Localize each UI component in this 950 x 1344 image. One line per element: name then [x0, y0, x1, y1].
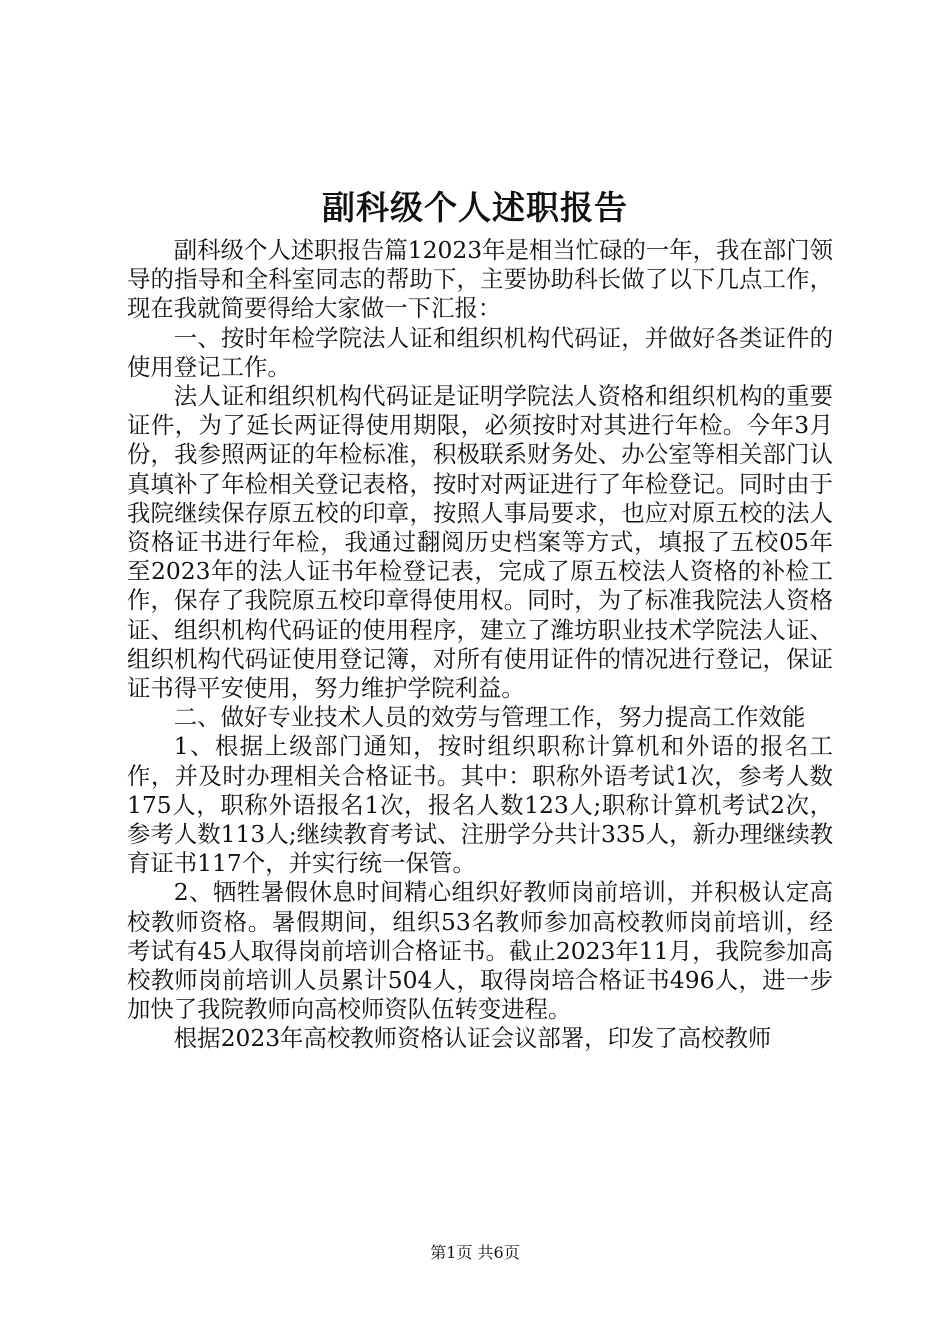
page-number-footer: 第1页 共6页 [430, 1243, 520, 1262]
document-title: 副科级个人述职报告 [322, 188, 628, 227]
paragraph-section-2-heading: 二、做好专业技术人员的效劳与管理工作，努力提高工作效能 [173, 703, 806, 732]
paragraph-item-2: 2、牺牲暑假休息时间精心组织好教师岗前培训，并积极认定高校教师资格。暑假期间，组织53名教师参加高校教师岗前培训，经考试有45人取得岗前培训合格证书。截止2023年11月，我院参加高校教师岗前培训人员累计504人，取得岗培合格证书496人，进一步加快了我院教师向高校师资队伍转变进程。 [127, 878, 833, 1024]
paragraph-section-1-body: 法人证和组织机构代码证是证明学院法人资格和组织机构的重要证件，为了延长两证得使用期限，必须按时对其进行年检。今年3月份，我参照两证的年检标准，积极联系财务处、办公室等相关部门认真填补了年检相关登记表格，按时对两证进行了年检登记。同时由于我院继续保存原五校的印章，按照人事局要求，也应对原五校的法人资格证书进行年检，我通过翻阅历史档案等方式，填报了五校05年至2023年的法人证书年检登记表，完成了原五校法人资格的补检工作，保存了我院原五校印章得使用权。同时，为了标准我院法人资格证、组织机构代码证的使用程序，建立了潍坊职业技术学院法人证、组织机构代码证使用登记簿，对所有使用证件的情况进行登记，保证证书得平安使用，努力维护学院利益。 [127, 382, 833, 703]
paragraph-continued: 根据2023年高校教师资格认证会议部署，印发了高校教师 [173, 1024, 772, 1053]
paragraph-section-1-heading: 一、按时年检学院法人证和组织机构代码证，并做好各类证件的使用登记工作。 [127, 323, 833, 381]
paragraph-item-1: 1、根据上级部门通知，按时组织职称计算机和外语的报名工作，并及时办理相关合格证书。其中：职称外语考试1次，参考人数175人，职称外语报名1次，报名人数123人;职称计算机考试2次，参考人数113人;继续教育考试、注册学分共计335人，新办理继续教育证书117个，并实行统一保管。 [127, 732, 833, 878]
paragraph-intro: 副科级个人述职报告篇12023年是相当忙碌的一年，我在部门领导的指导和全科室同志的帮助下，主要协助科长做了以下几点工作，现在我就简要得给大家做一下汇报： [127, 236, 833, 323]
document-body [127, 236, 833, 1054]
